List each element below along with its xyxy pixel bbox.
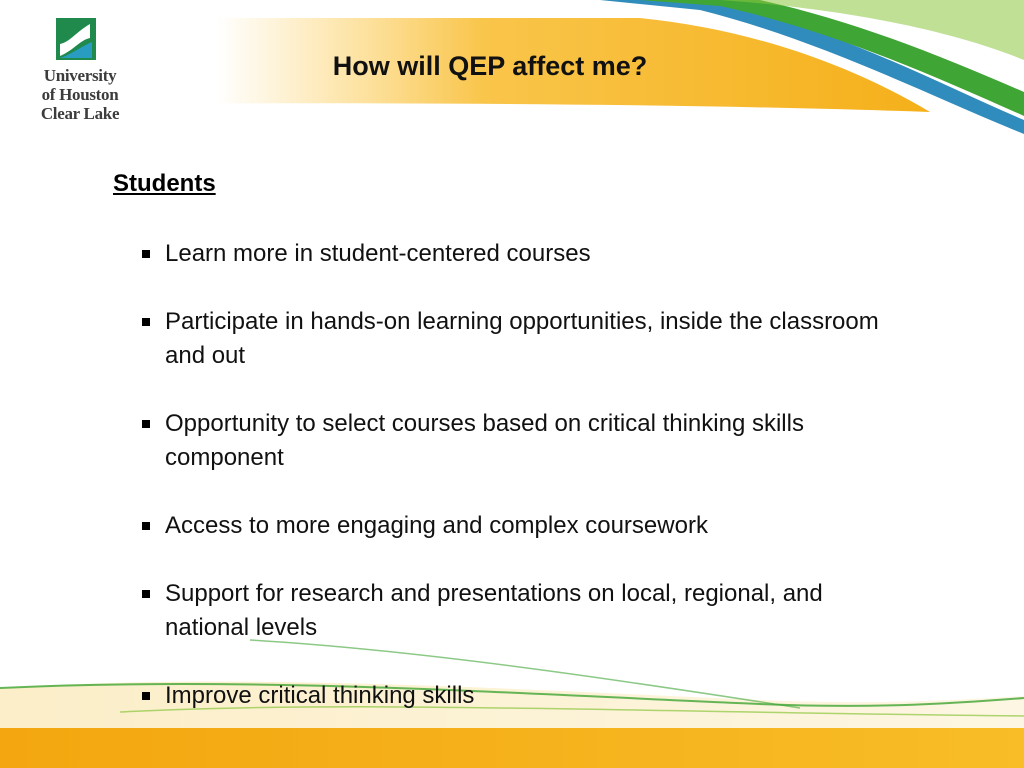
list-item	[140, 577, 900, 645]
square-bullet-icon	[142, 318, 150, 326]
university-logo	[30, 18, 130, 123]
bullet-text: Opportunity to select courses based on critical thinking skills component	[165, 410, 804, 471]
section-heading: Students	[113, 170, 216, 197]
bullet-text: Participate in hands-on learning opportunities, inside the classroom and out	[165, 308, 879, 369]
bullet-text: Support for research and presentations on local, regional, and national levels	[165, 580, 823, 641]
university-name: University of Houston Clear Lake	[40, 66, 120, 123]
square-bullet-icon	[142, 692, 150, 700]
list-item	[140, 509, 900, 543]
bullet-text: Access to more engaging and complex coursework	[165, 512, 708, 539]
list-item	[140, 237, 900, 271]
slide-title: How will QEP affect me?	[332, 51, 648, 81]
square-bullet-icon	[142, 522, 150, 530]
square-bullet-icon	[142, 250, 150, 258]
list-item	[140, 407, 900, 475]
bullet-text: Learn more in student-centered courses	[165, 240, 591, 267]
square-bullet-icon	[142, 590, 150, 598]
bullet-list	[140, 237, 900, 747]
university-logo-mark-icon	[56, 18, 96, 60]
list-item	[140, 679, 900, 713]
square-bullet-icon	[142, 420, 150, 428]
bullet-text: Improve critical thinking skills	[165, 682, 475, 709]
list-item	[140, 305, 900, 373]
